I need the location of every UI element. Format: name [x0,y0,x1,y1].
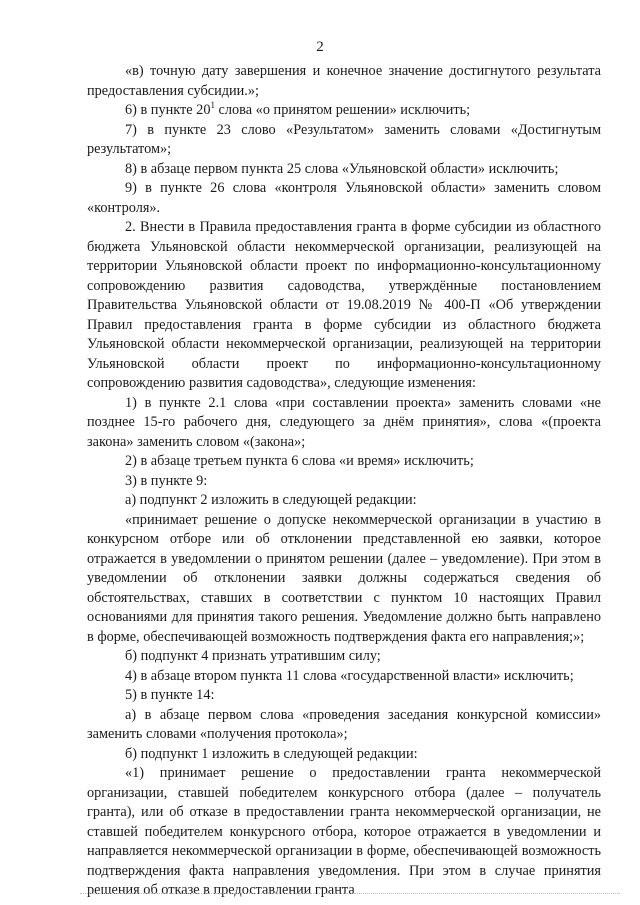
paragraph: а) в абзаце первом слова «проведения заседания конкурсной комиссии» заменить словами «получения протокола»; [87,706,601,742]
paragraph-text: слова «о принятом решении» исключить; [214,102,471,118]
document-body [87,62,601,901]
paragraph: 1) в пункте 2.1 слова «при составлении проекта» заменить словами «не позднее 15-го рабочего дня, следующего за днём принятия», слова «(проекта закона» заменить словом «(закона»; [87,394,601,450]
paragraph: 7) в пункте 23 слово «Результатом» заменить словами «Достигнутым результатом»; [87,121,601,157]
paragraph: 8) в абзаце первом пункта 25 слова «Ульяновской области» исключить; [125,160,559,177]
paragraph: «в) точную дату завершения и конечное значение достигнутого результата предоставления субсидии.»; [87,63,601,99]
superscript: 1 [210,100,215,111]
paragraph: 3) в пункте 9: [125,472,208,489]
paragraph: 5) в пункте 14: [125,687,215,703]
paragraph [87,101,601,121]
paragraph: б) подпункт 1 изложить в следующей редакции: [125,745,418,762]
paragraph: 4) в абзаце втором пункта 11 слова «государственной власти» исключить; [125,667,574,684]
paragraph: а) подпункт 2 изложить в следующей редакции: [125,492,417,508]
paragraph: 9) в пункте 26 слова «контроля Ульяновской области» заменить словом «контроля». [87,180,601,216]
page-number: 2 [316,39,324,55]
paragraph: 2. Внести в Правила предоставления гранта в форме субсидии из областного бюджета Ульяновской области некоммерческой организации, реализующей на территории Ульяновской области проект по информационно-консультационному сопровождению развития садоводства, утверждённые постановлением Правительства Ульяновской области от 19.08.2019 № 400-П «Об утверждении Правил предоставления гранта в форме субсидии из областного бюджета Ульяновской области некоммерческой организации, реализующей на территории Ульяновской области проект по информационно-консультационному сопровождению развития садоводства», следующие изменения: [87,219,601,391]
paragraph: «принимает решение о допуске некоммерческой организации в участию в конкурсном отборе или об отклонении представленной ею заявки, которое отражается в уведомлении о принятом решении (далее – уведомление). При этом в уведомлении об отклонении заявки должны содержаться сведения об обстоятельствах, ставших в соответствии с пунктом 10 настоящих Правил основаниями для принятия такого решения. Уведомление должно быть направлено в форме, обеспечивающей возможность подтверждения факта его направления;»; [87,511,601,645]
paragraph-text: 6) в пункте 20 [125,102,211,118]
paragraph: 2) в абзаце третьем пункта 6 слова «и время» исключить; [125,453,474,469]
paragraph: «1) принимает решение о предоставлении гранта некоммерческой организации, ставшей победителем конкурсного отбора (далее – получатель гранта), или об отказе в предоставлении гранта некоммерческой организации, не ставшей победителем конкурсного отбора, которое отражается в уведомлении и направляется некоммерческой организации в форме, обеспечивающей возможность подтверждения факта направления уведомления. При этом в случае принятия решения об отказе в предоставлении гранта [87,765,601,898]
paragraph: б) подпункт 4 признать утратившим силу; [125,648,381,664]
scan-artifact [80,893,620,897]
